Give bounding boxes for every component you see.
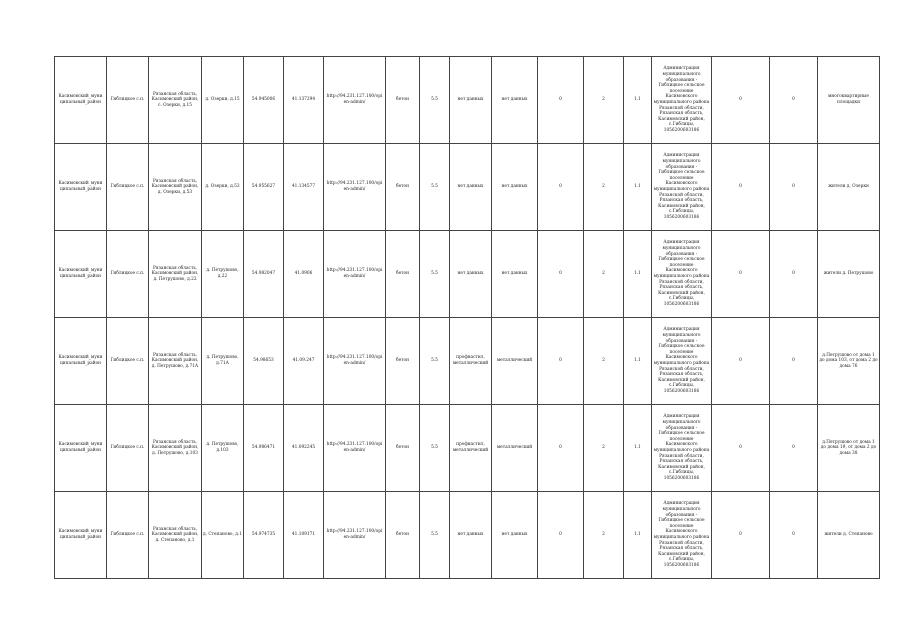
cell-district: Касимовский_муни ципальный_район [55,492,107,579]
table-row [55,57,880,144]
cell-place: д. Озерки, д.15 [202,57,244,144]
cell-area: 5.5 [420,57,450,144]
cell-volume: 1.1 [624,57,652,144]
cell-volume: 1.1 [624,318,652,405]
cell-longitude: 41.09.247 [284,318,324,405]
cell-note: многоквартирные площадки [818,57,880,144]
table-row [55,405,880,492]
cell-district: Касимовский_муни ципальный_район [55,318,107,405]
cell-volume: 1.1 [624,231,652,318]
cell-url: http://94.231.127.100/opi en-admin/ [324,144,386,231]
cell-latitude: 54.955627 [244,144,284,231]
cell-note: жители д. Петрушово [818,231,880,318]
cell-material: нет данных [450,57,492,144]
cell-address: Рязанская область, Касимовский район, д. Петрушово, д.22 [149,231,202,318]
table-row [55,231,880,318]
cell-owner: Администрация муниципального образования - Гиблицкое сельское поселение Касимовского муниципального района Рязанской области, Рязанская область, Касимовский район, с.Гиблицы, 1056200603186 [652,318,712,405]
cell-district: Касимовский_муни ципальный_район [55,144,107,231]
cell-place: д. Озерки, д.53 [202,144,244,231]
table-row [55,492,880,579]
cell-address: Рязанская область, Касимовский район, д. Озерки, д.53 [149,144,202,231]
cell-settlement: Гиблицкое с.п. [107,318,149,405]
cell-note: д.Петрушово от дома 1 до дома 103, от дома 2 до дома 76 [818,318,880,405]
cell-count-a: 0 [538,492,584,579]
cell-url: http://94.231.127.100/opi en-admin/ [324,318,386,405]
cell-area: 5.5 [420,318,450,405]
table-row [55,144,880,231]
cell-area: 5.5 [420,144,450,231]
cell-material: профнастил, металлический [450,318,492,405]
cell-url: http://94.231.127.100/opi en-admin/ [324,57,386,144]
cell-latitude: 54.945006 [244,57,284,144]
cell-fence: металлический [492,318,538,405]
cell-count-d: 0 [770,144,818,231]
cell-volume: 1.1 [624,492,652,579]
cell-count-a: 0 [538,405,584,492]
cell-count-b: 2 [584,492,624,579]
cell-material: профнастил, металлический [450,405,492,492]
cell-material: нет данных [450,231,492,318]
cell-count-c: 0 [712,318,770,405]
cell-place: д. Петрушово, д.22 [202,231,244,318]
cell-url: http://94.231.127.100/opi en-admin/ [324,231,386,318]
cell-surface: бетон [386,405,420,492]
cell-fence: металлический [492,405,538,492]
cell-longitude: 41.109171 [284,492,324,579]
cell-count-d: 0 [770,318,818,405]
cell-fence: нет данных [492,492,538,579]
cell-owner: Администрация муниципального образования - Гиблицкое сельское поселение Касимовского муниципального района Рязанской области, Рязанская область, Касимовский район, с.Гиблицы, 1056200603186 [652,492,712,579]
cell-material: нет данных [450,492,492,579]
registry-table [54,56,880,579]
cell-count-a: 0 [538,231,584,318]
cell-surface: бетон [386,144,420,231]
cell-latitude: 54.98653 [244,318,284,405]
cell-district: Касимовский_муни ципальный_район [55,231,107,318]
cell-surface: бетон [386,57,420,144]
cell-count-a: 0 [538,144,584,231]
cell-settlement: Гиблицкое с.п. [107,492,149,579]
cell-surface: бетон [386,231,420,318]
cell-owner: Администрация муниципального образования - Гиблицкое сельское поселение Касимовского муниципального района Рязанской области, Рязанская область, Касимовский район, с.Гиблицы, 1056200603186 [652,144,712,231]
cell-count-c: 0 [712,405,770,492]
cell-count-c: 0 [712,57,770,144]
cell-longitude: 41.134577 [284,144,324,231]
cell-count-d: 0 [770,57,818,144]
cell-latitude: 54.974735 [244,492,284,579]
cell-count-c: 0 [712,144,770,231]
cell-url: http://94.231.127.100/opi en-admin/ [324,405,386,492]
cell-surface: бетон [386,318,420,405]
cell-owner: Администрация муниципального образования - Гиблицкое сельское поселение Касимовского муниципального района Рязанской области, Рязанская область, Касимовский район, с.Гиблицы, 1056200603186 [652,57,712,144]
cell-surface: бетон [386,492,420,579]
cell-volume: 1.1 [624,405,652,492]
cell-longitude: 41.137294 [284,57,324,144]
cell-url: http://94.231.127.100/opi en-admin/ [324,492,386,579]
cell-volume: 1.1 [624,144,652,231]
cell-settlement: Гиблицкое с.п. [107,231,149,318]
cell-longitude: 41.0906 [284,231,324,318]
cell-settlement: Гиблицкое с.п. [107,405,149,492]
cell-place: д. Степаново, д.1 [202,492,244,579]
table-body [55,57,880,579]
cell-material: нет данных [450,144,492,231]
table-row [55,318,880,405]
cell-latitude: 54.986471 [244,405,284,492]
cell-note: д.Петрушово от дома 1 до дома 19, от дома 2 до дома 38 [818,405,880,492]
cell-address: Рязанская область, Касимовский район, с. Озерки, д.15 [149,57,202,144]
cell-owner: Администрация муниципального образования - Гиблицкое сельское поселение Касимовского муниципального района Рязанской области, Рязанская область, Касимовский район, с.Гиблицы, 1056200603186 [652,405,712,492]
cell-count-b: 2 [584,57,624,144]
cell-area: 5.5 [420,231,450,318]
cell-count-b: 2 [584,231,624,318]
cell-fence: нет данных [492,144,538,231]
cell-count-b: 2 [584,318,624,405]
cell-note: жители д. Степаново [818,492,880,579]
cell-fence: нет данных [492,231,538,318]
cell-count-c: 0 [712,231,770,318]
cell-area: 5.5 [420,405,450,492]
cell-count-a: 0 [538,318,584,405]
cell-address: Рязанская область, Касимовский район, д. Петрушово, д.71А [149,318,202,405]
cell-district: Касимовский_муни ципальный_район [55,405,107,492]
cell-fence: нет данных [492,57,538,144]
cell-count-d: 0 [770,405,818,492]
cell-longitude: 41.092245 [284,405,324,492]
cell-settlement: Гиблицкое с.п. [107,144,149,231]
cell-count-d: 0 [770,492,818,579]
cell-district: Касимовский_муни ципальный_район [55,57,107,144]
cell-count-c: 0 [712,492,770,579]
cell-count-a: 0 [538,57,584,144]
cell-area: 5.5 [420,492,450,579]
cell-count-b: 2 [584,405,624,492]
cell-owner: Администрация муниципального образования - Гиблицкое сельское поселение Касимовского муниципального района Рязанской области, Рязанская область, Касимовский район, с.Гиблицы, 1056200603186 [652,231,712,318]
cell-address: Рязанская область, Касимовский район, д. Петрушово, д.103 [149,405,202,492]
cell-place: д. Петрушово, д.71А [202,318,244,405]
cell-count-b: 2 [584,144,624,231]
cell-address: Рязанская область, Касимовский район, д. Степаново, д.1 [149,492,202,579]
cell-latitude: 54.982047 [244,231,284,318]
cell-count-d: 0 [770,231,818,318]
cell-place: д. Петрушово, д.103 [202,405,244,492]
cell-note: жители д. Озерки [818,144,880,231]
cell-settlement: Гиблицкое с.п. [107,57,149,144]
